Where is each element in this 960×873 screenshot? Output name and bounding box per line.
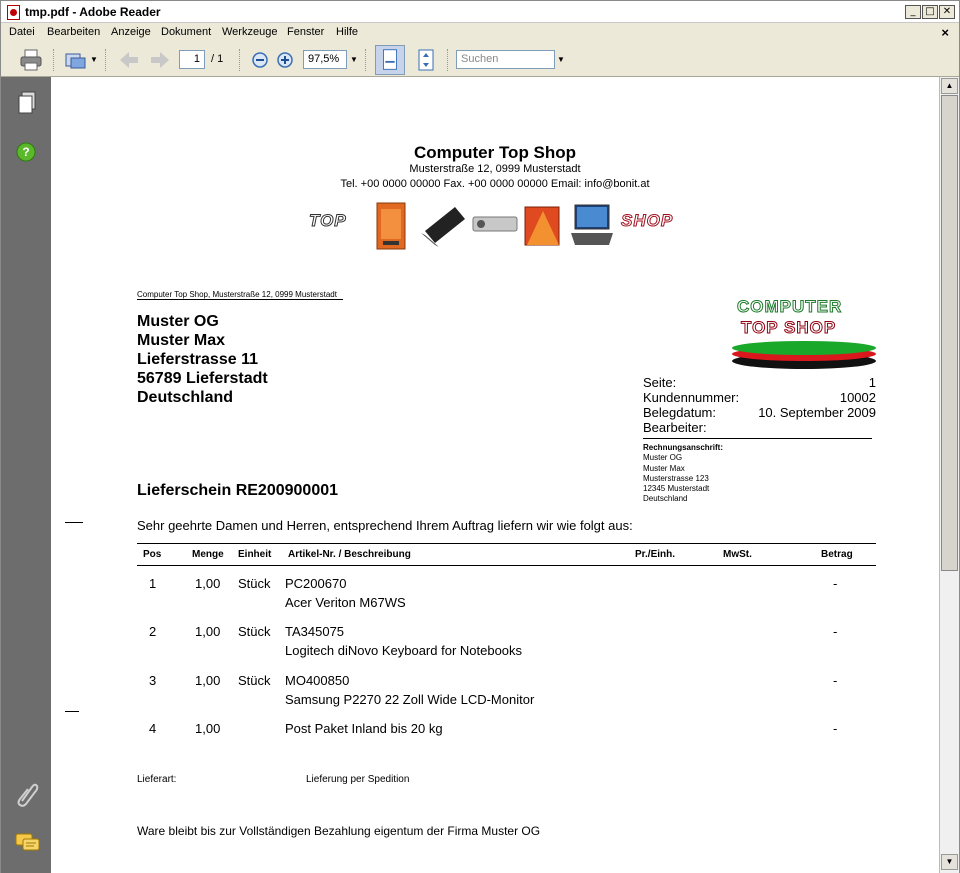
billing-line: Musterstrasse 123 (643, 473, 709, 483)
recipient-line: Muster OG (137, 313, 219, 330)
pc-tower-icon (369, 201, 411, 251)
projector-icon (471, 211, 519, 237)
scroll-thumb[interactable] (941, 95, 958, 571)
logo-shop-text: SHOP (621, 211, 674, 230)
item-article: PC200670 (285, 576, 347, 591)
column-header: Pos (143, 549, 162, 560)
laptop-icon (417, 201, 469, 251)
fit-width-icon[interactable] (375, 45, 405, 75)
meta-label: Bearbeiter: (643, 420, 707, 435)
billing-line: Muster OG (643, 453, 683, 463)
pages-icon[interactable] (17, 91, 37, 115)
table-row (137, 719, 876, 741)
attachment-icon[interactable] (15, 781, 39, 807)
vertical-scrollbar[interactable] (939, 77, 959, 873)
billing-line: Deutschland (643, 494, 688, 504)
document-meta (643, 375, 876, 435)
search-input[interactable]: Suchen (456, 50, 555, 69)
column-header: Betrag (821, 549, 853, 560)
billing-address (643, 443, 723, 505)
toolbar-separator (447, 49, 449, 71)
navigation-sidebar (1, 77, 51, 873)
logo-topshop-text: TOP SHOP (741, 318, 837, 337)
item-unit: Stück (238, 576, 271, 591)
item-pos: 4 (149, 721, 157, 736)
recipient-line: Deutschland (137, 389, 234, 406)
notebook-icon (569, 203, 617, 249)
column-header: Einheit (238, 549, 272, 560)
recipient-line: Lieferstrasse 11 (137, 351, 258, 368)
salutation: Sehr geehrte Damen und Herren, entsprechend Ihrem Auftrag liefern wir wie folgt aus: (137, 518, 633, 533)
delivery-value: Lieferung per Spedition (306, 774, 410, 785)
delivery-label: Lieferart: (137, 774, 177, 785)
document-close-icon[interactable]: × (941, 25, 949, 40)
zoom-level-field[interactable]: 97,5% (303, 50, 347, 69)
table-header (137, 543, 876, 566)
column-header: MwSt. (723, 549, 752, 560)
chevron-down-icon[interactable]: ▼ (90, 55, 98, 64)
logo-discs-icon (729, 339, 879, 371)
toolbar-separator (105, 49, 107, 71)
item-description: Acer Veriton M67WS (285, 595, 406, 610)
menu-bar (1, 23, 959, 43)
print-icon[interactable] (19, 48, 43, 72)
item-article: Post Paket Inland bis 20 kg (285, 721, 443, 736)
shop-address: Musterstraße 12, 0999 Musterstadt (409, 163, 581, 175)
meta-divider (643, 438, 872, 439)
billing-line: Muster Max (643, 463, 685, 473)
table-row (137, 574, 876, 618)
item-pos: 1 (149, 576, 157, 591)
menu-bearbeiten[interactable]: Bearbeiten (47, 26, 101, 38)
toolbar-separator (365, 49, 367, 71)
meta-label: Kundennummer: (643, 390, 740, 405)
column-header: Menge (192, 549, 224, 560)
gaming-pc-icon (521, 203, 565, 249)
item-article: MO400850 (285, 673, 350, 688)
menu-werkzeuge[interactable]: Werkzeuge (222, 26, 278, 38)
table-row (137, 622, 876, 666)
maximize-button[interactable]: □ (922, 5, 938, 19)
menu-fenster[interactable]: Fenster (287, 26, 325, 38)
pdf-page (51, 77, 939, 873)
fit-page-icon[interactable] (414, 48, 438, 72)
item-qty: 1,00 (195, 673, 221, 688)
shop-name: Computer Top Shop (413, 143, 577, 162)
billing-title: Rechnungsanschrift: (643, 443, 724, 452)
zoom-in-icon[interactable] (275, 48, 295, 72)
footer-note: Ware bleibt bis zur Vollständigen Bezahlung eigentum der Firma Muster OG (137, 824, 541, 838)
item-amount: - (833, 624, 838, 639)
item-pos: 3 (149, 673, 157, 688)
item-amount: - (833, 721, 838, 736)
title-bar (1, 1, 959, 23)
document-viewer[interactable] (51, 77, 939, 873)
menu-hilfe[interactable]: Hilfe (336, 26, 359, 38)
item-qty: 1,00 (195, 624, 221, 639)
page-total: / 1 (211, 53, 224, 65)
item-unit: Stück (238, 624, 271, 639)
item-article: TA345075 (285, 624, 345, 639)
meta-value: 10. September 2009 (758, 405, 876, 420)
toolbar-separator (53, 49, 55, 71)
item-description: Samsung P2270 22 Zoll Wide LCD-Monitor (285, 692, 535, 707)
scroll-down-arrow-icon[interactable]: ▼ (941, 854, 958, 870)
next-page-icon[interactable] (148, 48, 172, 72)
item-unit: Stück (238, 673, 271, 688)
chevron-down-icon[interactable]: ▼ (350, 55, 358, 64)
menu-anzeige[interactable]: Anzeige (111, 26, 151, 38)
fold-mark (65, 522, 83, 523)
meta-value: 1 (868, 375, 876, 390)
zoom-out-icon[interactable] (250, 48, 270, 72)
item-amount: - (833, 576, 838, 591)
pdf-icon (7, 5, 20, 20)
comments-icon[interactable] (15, 832, 41, 854)
toolbar-separator (239, 49, 241, 71)
menu-datei[interactable]: Datei (9, 26, 35, 38)
window-title: tmp.pdf - Adobe Reader (25, 5, 161, 19)
recipient-address (137, 312, 268, 407)
minimize-button[interactable]: _ (905, 5, 921, 19)
item-pos: 2 (149, 624, 157, 639)
fold-mark (65, 711, 79, 712)
previous-page-icon[interactable] (117, 48, 141, 72)
meta-label: Seite: (643, 375, 677, 390)
billing-line: 12345 Musterstadt (643, 484, 710, 494)
item-amount: - (833, 673, 838, 688)
help-icon[interactable] (15, 141, 37, 163)
item-qty: 1,00 (195, 576, 221, 591)
menu-dokument[interactable]: Dokument (161, 26, 212, 38)
document-heading: Lieferschein RE200900001 (137, 482, 339, 499)
email-share-icon[interactable] (63, 48, 87, 72)
item-qty: 1,00 (195, 721, 221, 736)
shop-contact: Tel. +00 0000 00000 Fax. +00 0000 00000 Email: info@bonit.at (340, 178, 650, 190)
item-description: Logitech diNovo Keyboard for Notebooks (285, 643, 523, 658)
table-row (137, 671, 876, 715)
meta-label: Belegdatum: (643, 405, 716, 420)
meta-value: 10002 (839, 390, 876, 405)
scroll-up-arrow-icon[interactable]: ▲ (941, 78, 958, 94)
chevron-down-icon[interactable]: ▼ (557, 55, 565, 64)
logo-top-text: TOP (309, 211, 347, 230)
column-header: Artikel-Nr. / Beschreibung (288, 549, 411, 560)
page-number-input[interactable]: 1 (179, 50, 205, 69)
recipient-line: 56789 Lieferstadt (137, 370, 268, 387)
close-button[interactable]: ✕ (939, 5, 955, 19)
toolbar (1, 43, 959, 77)
svg-text:?: ? (22, 145, 30, 159)
recipient-line: Muster Max (137, 332, 226, 349)
logo-computer-text: COMPUTER (737, 297, 843, 316)
column-header: Pr./Einh. (635, 549, 676, 560)
sender-line: Computer Top Shop, Musterstraße 12, 0999 Musterstadt (137, 290, 343, 300)
